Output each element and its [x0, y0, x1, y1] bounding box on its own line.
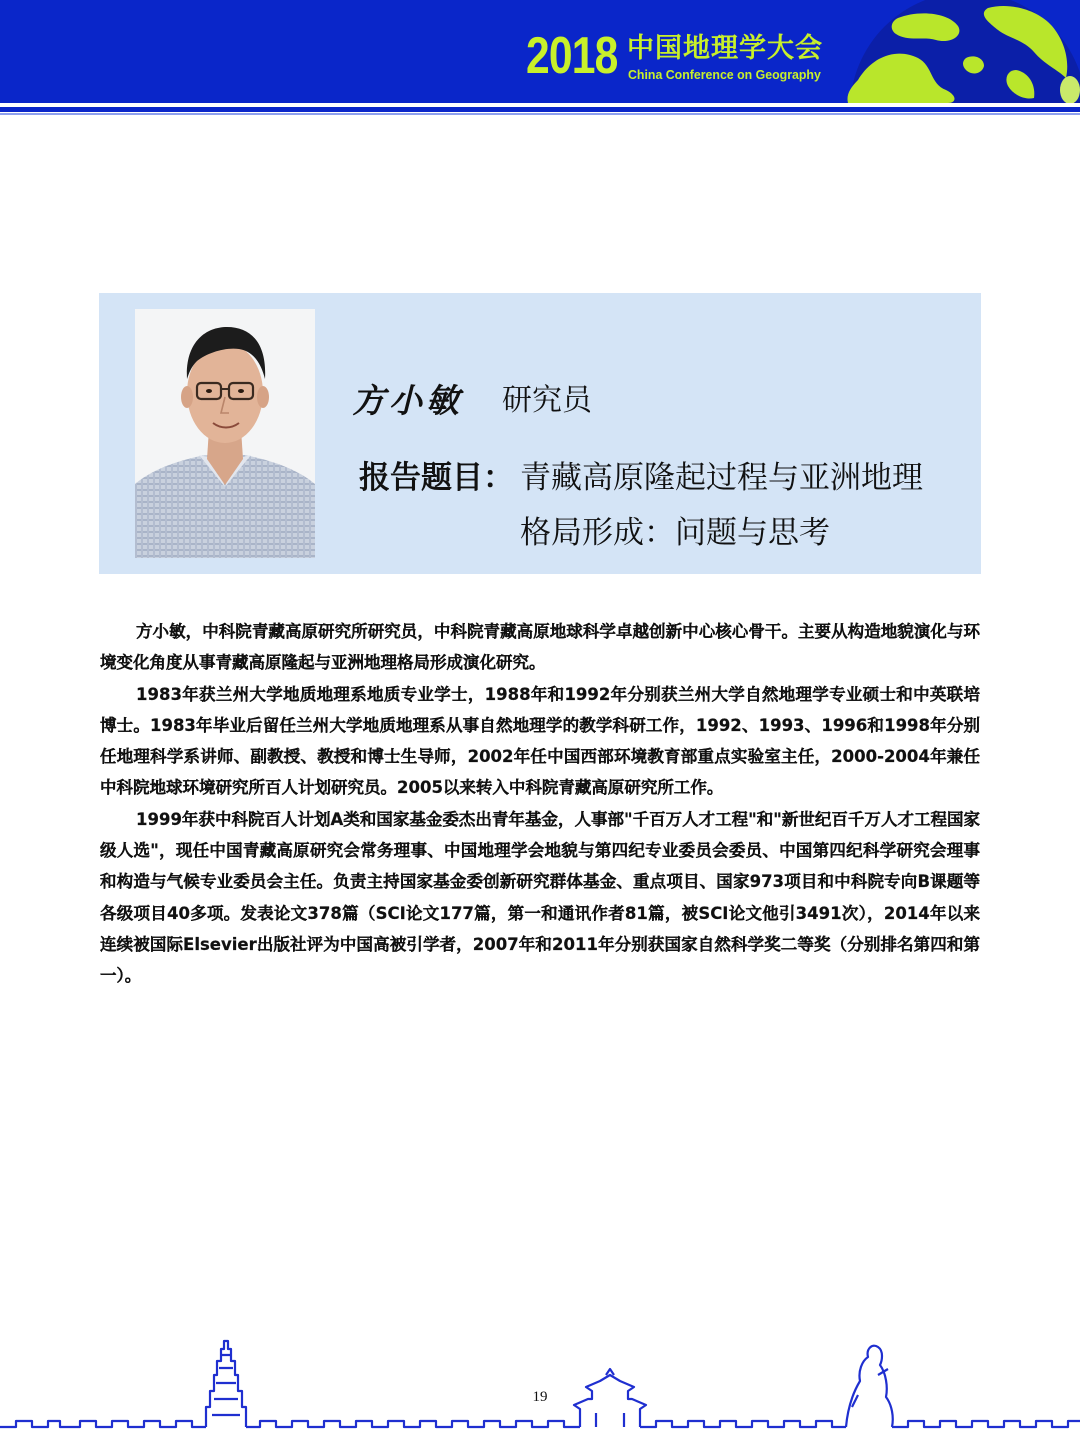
bio-paragraph-1 — [100, 616, 980, 679]
report-title-line1: 青藏高原隆起过程与亚洲地理 — [520, 460, 923, 496]
speaker-name: 方小敏 — [352, 381, 463, 420]
logo-title-cn: 中国地理学大会 — [627, 33, 823, 64]
report-label: 报告题目： — [359, 460, 514, 496]
bio-name: 方小敏 — [136, 622, 186, 641]
page-number: 19 — [532, 1389, 548, 1405]
bio-paragraph-2: 1983年获兰州大学地质地理系地质专业学士，1988年和1992年分别获兰州大学自然地理学专业硕士和中英联培博士。1983年毕业后留任兰州大学地质地理系从事自然地理学的教学科研工作，1992、1993、1996和1998年分别任地理科学系讲师、副教授、教授和博士生导师，2002年任中国西部环境教育部重点实验室主任，2000-2004年兼任中科院地球环境研究所百人计划研究员。2005以来转入中科院青藏高原研究所工作。 — [100, 684, 980, 798]
globe-icon — [838, 0, 1080, 103]
header-rule-thin — [0, 113, 1080, 115]
speaker-title: 研究员 — [502, 383, 592, 418]
bio-paragraph-1-text: ，中科院青藏高原研究所研究员，中科院青藏高原地球科学卓越创新中心核心骨干。主要从构造地貌演化与环境变化角度从事青藏高原隆起与亚洲地理格局形成演化研究。 — [100, 622, 981, 673]
logo-year: 2018 — [526, 27, 618, 85]
header-rule — [0, 107, 1080, 112]
portrait-photo — [135, 309, 315, 558]
logo-title-en: China Conference on Geography — [628, 67, 821, 82]
bio-paragraph-3: 1999年获中科院百人计划A类和国家基金委杰出青年基金，人事部"千百万人才工程"和"新世纪百千万人才工程国家级人选"，现任中国青藏高原研究会常务理事、中国地理学会地貌与第四纪专业委员会委员、中国第四纪科学研究会理事和构造与气候专业委员会主任。负责主持国家基金委创新研究群体基金、重点项目、国家973项目和中科院专向B课题等各级项目40多项。发表论文378篇（SCI论文177篇，第一和通讯作者81篇，被SCI论文他引3491次），2014年以来连续被国际Elsevier出版社评为中国高被引学者，2007年和2011年分别获国家自然科学奖二等奖（分别排名第四和第一）。 — [100, 809, 980, 986]
header-band — [0, 0, 1080, 103]
report-title-line2: 格局形成：问题与思考 — [520, 515, 830, 551]
biography — [100, 616, 980, 992]
